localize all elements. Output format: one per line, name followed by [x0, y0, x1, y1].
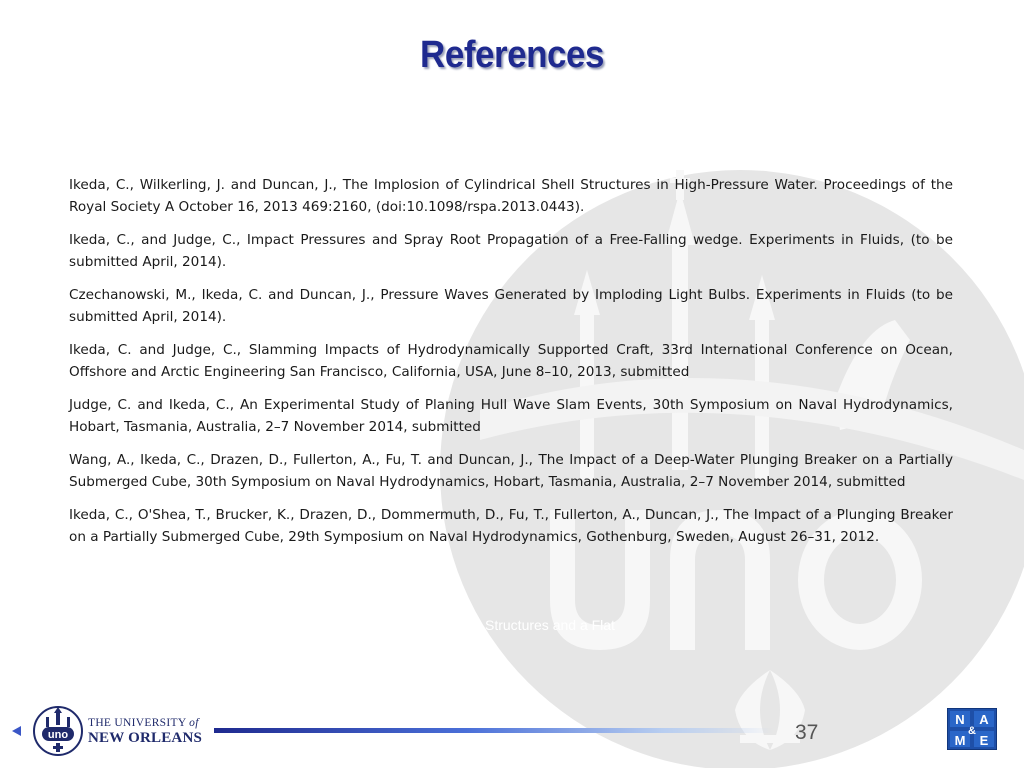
list-item: Wang, A., Ikeda, C., Drazen, D., Fullerton, A., Fu, T. and Duncan, J., The Impact of a Deep-Water Plunging Breaker on a Partially Submerged Cube, 30th Symposium on Naval Hydrodynamics, Hobart, Tasmania, Australia, 2–7 November 2014, submitted: [69, 452, 953, 490]
name-logo-amp: &: [968, 725, 976, 737]
list-item: Ikeda, C., Wilkerling, J. and Duncan, J., The Implosion of Cylindrical Shell Structures in High-Pressure Water. Proceedings of the Royal Society A October 16, 2013 469:2160, (doi:10.1098/rspa.2013.0443).: [69, 177, 953, 215]
ghost-text: l Structures and a Flat: [478, 617, 615, 633]
university-name: [88, 716, 202, 746]
list-item: Czechanowski, M., Ikeda, C. and Duncan, J., Pressure Waves Generated by Imploding Light Bulbs. Experiments in Fluids (to be submitted April, 2014).: [69, 287, 953, 325]
list-item: Judge, C. and Ikeda, C., An Experimental Study of Planing Hull Wave Slam Events, 30th Symposium on Naval Hydrodynamics, Hobart, Tasmania, Australia, 2–7 November 2014, submitted: [69, 397, 953, 435]
university-of: of: [189, 717, 199, 729]
name-logo-n: N: [955, 712, 965, 727]
footer-divider: [214, 728, 774, 733]
page-title: References: [420, 34, 604, 76]
name-logo-icon: [947, 708, 997, 750]
references-list: [69, 174, 953, 559]
name-logo-a: A: [979, 712, 989, 727]
left-triangle-icon[interactable]: [12, 726, 21, 736]
list-item: Ikeda, C., and Judge, C., Impact Pressures and Spray Root Propagation of a Free-Falling wedge. Experiments in Fluids, (to be submitted April, 2014).: [69, 232, 953, 270]
page-number: 37: [795, 721, 819, 744]
uno-logo-text: uno: [47, 729, 69, 741]
list-item: Ikeda, C. and Judge, C., Slamming Impacts of Hydrodynamically Supported Craft, 33rd International Conference on Ocean, Offshore and Arctic Engineering San Francisco, California, USA, June 8–10, 2013, submitted: [69, 342, 953, 380]
name-logo-e: E: [979, 733, 989, 748]
list-item: Ikeda, C., O'Shea, T., Brucker, K., Drazen, D., Dommermuth, D., Fu, T., Fullerton, A., Duncan, J., The Impact of a Plunging Breaker on a Partially Submerged Cube, 29th Symposium on Naval Hydrodynamics, Gothenburg, Sweden, August 26–31, 2012.: [69, 507, 953, 545]
uno-logo-icon: [32, 705, 84, 757]
university-line1: THE UNIVERSITY: [88, 717, 190, 729]
university-line2: NEW ORLEANS: [88, 730, 203, 746]
name-logo-m: M: [954, 733, 966, 748]
